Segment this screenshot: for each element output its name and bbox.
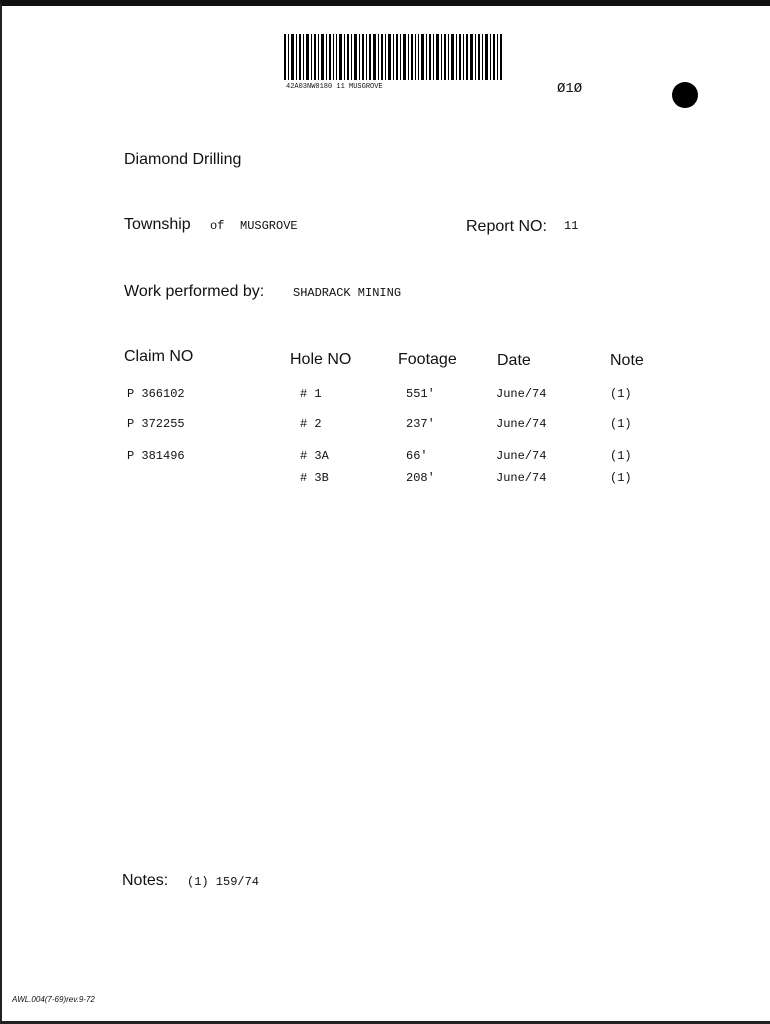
table-cell-note: (1) [610, 417, 632, 431]
document-number: Ø1Ø [557, 81, 583, 97]
header-hole: Hole NO [290, 351, 352, 368]
table-cell-claim: P 381496 [127, 449, 185, 463]
barcode [284, 34, 502, 80]
header-note: Note [610, 352, 644, 369]
work-performed-by: SHADRACK MINING [293, 286, 402, 300]
table-cell-date: June/74 [496, 417, 547, 431]
table-cell-hole: # 1 [300, 387, 322, 401]
township-of: of [210, 219, 225, 233]
header-date: Date [497, 352, 531, 369]
township-name: MUSGROVE [240, 219, 298, 233]
table-cell-date: June/74 [496, 387, 547, 401]
table-cell-claim: P 372255 [127, 417, 185, 431]
table-cell-hole: # 2 [300, 417, 322, 431]
page-title: Diamond Drilling [124, 151, 242, 168]
barcode-caption: 42A03NW0180 11 MUSGROVE [286, 83, 383, 91]
work-performed-label: Work performed by: [124, 283, 265, 300]
punch-dot [672, 82, 698, 108]
form-footer: AWL.004(7-69)rev.9-72 [12, 995, 95, 1004]
table-cell-hole: # 3A [300, 449, 329, 463]
table-cell-date: June/74 [496, 449, 547, 463]
table-cell-footage: 208' [406, 471, 435, 485]
notes-text: (1) 159/74 [187, 875, 260, 889]
table-cell-hole: # 3B [300, 471, 329, 485]
table-cell-note: (1) [610, 471, 632, 485]
table-cell-note: (1) [610, 449, 632, 463]
notes-label: Notes: [122, 872, 169, 889]
report-number: 11 [564, 219, 579, 233]
table-cell-note: (1) [610, 387, 632, 401]
table-cell-footage: 551' [406, 387, 435, 401]
table-cell-footage: 237' [406, 417, 435, 431]
table-cell-date: June/74 [496, 471, 547, 485]
township-label: Township [124, 216, 191, 233]
report-label: Report NO: [466, 218, 547, 235]
table-cell-footage: 66' [406, 449, 428, 463]
header-claim: Claim NO [124, 348, 194, 365]
header-footage: Footage [398, 351, 457, 368]
table-cell-claim: P 366102 [127, 387, 185, 401]
